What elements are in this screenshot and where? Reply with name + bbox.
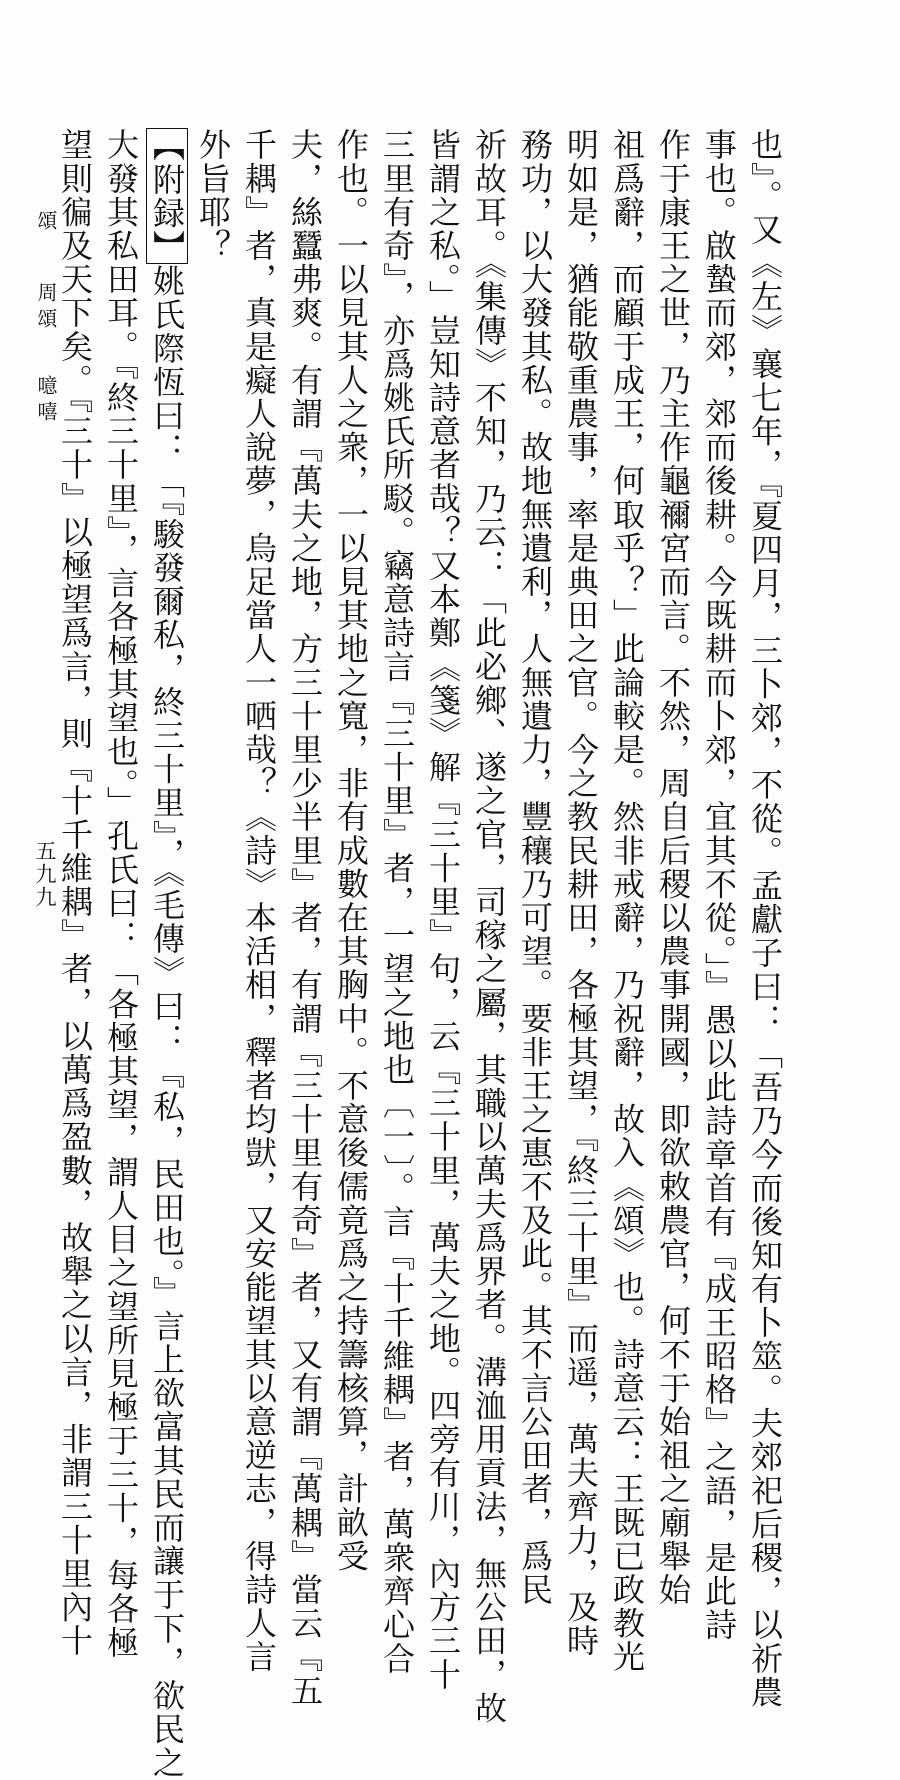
text-line-13: 外旨耶？: [194, 128, 232, 263]
appendix-line-3: 望則徧及天下矣。『三十』以極望爲言，則『十千維耦』者，以萬爲盈數，故舉之以言，非謂三十里內十: [56, 128, 94, 1658]
text-line-9: 三里有奇』，亦爲姚氏所駁。竊意詩言『三十里』者，一望之地也〔一〕。言『十千維耦』者，萬衆齊心合: [378, 128, 416, 1676]
text-line-3: 作于康王之世，乃主作龜禰宮而言。不然，周自后稷以農事開國，即欲敕農官，何不于始祖之廟舉始: [654, 128, 692, 1607]
text-line-7: 祈故耳。《集傳》不知，乃云：「此必鄉、遂之官，司稼之屬，其職以萬夫爲界者。溝洫用貢法，無公田，故: [470, 128, 508, 1725]
text-line-4: 祖爲辭，而顧于成王，何取乎？」此論較是。然非戒辭，乃祝辭，故入《頌》也。詩意云：王既已政教光: [608, 128, 646, 1674]
text-line-1: 也』。又《左》襄七年，『夏四月，三卜郊，不從。孟獻子曰：「吾乃今而後知有卜筮。夫郊祀后稷，以祈農: [746, 128, 784, 1709]
commentary-text: [56, 128, 788, 1780]
text-line-5: 明如是，猶能敬重農事，率是典田之官。今之教民耕田，各極其望，『終三十里』而遥，萬夫齊力，及時: [562, 128, 600, 1658]
header-book: 頌: [34, 210, 58, 236]
text-line-10: 作也。一以見其人之衆，一以見其地之寬，非有成數在其胸中。不意後儒竟爲之持籌核算，計畝受: [332, 128, 370, 1573]
appendix-line-2: 大發其私田耳。『終三十里』，言各極其望也。」孔氏曰：「各極其望，謂人目之望所見極于三十，每各極: [102, 128, 140, 1660]
text-line-6: 務功，以大發其私。故地無遺利，人無遺力，豐穰乃可望。要非王之惠不及此。其不言公田者，爲民: [516, 128, 554, 1607]
page-number: 五九九: [33, 840, 57, 909]
text-line-8: 皆謂之私。」豈知詩意者哉？又本鄭《箋》解『三十里』句，云『三十里，萬夫之地。四旁有川，內方三十: [424, 128, 462, 1692]
text-line-11: 夫，絲蠶弗爽。有謂『萬夫之地，方三十里少半里』者，有謂『三十里有奇』者，又有謂『萬耦』當云『五: [286, 128, 324, 1708]
header-section: 周頌: [34, 282, 58, 335]
appendix-tag: 【附録】: [148, 129, 186, 264]
appendix-line-1: [144, 128, 190, 1780]
appendix-line-1-text: 姚氏際恆曰：「『駿發爾私，終三十里』，《毛傳》曰：『私，民田也。』言上欲富其民而讓于下，欲民之: [148, 264, 186, 1780]
text-line-12: 千耦』者，真是癡人說夢，烏足當人一哂哉？《詩》本活相，釋者均獃，又安能望其以意逆志，得詩人言: [240, 128, 278, 1674]
text-line-2: 事也。啟蟄而郊，郊而後耕。今既耕而卜郊，宜其不從。」』愚以此詩章首有『成王昭格』之語，是此詩: [700, 128, 738, 1642]
header-running-title: 噫嘻: [34, 374, 58, 427]
